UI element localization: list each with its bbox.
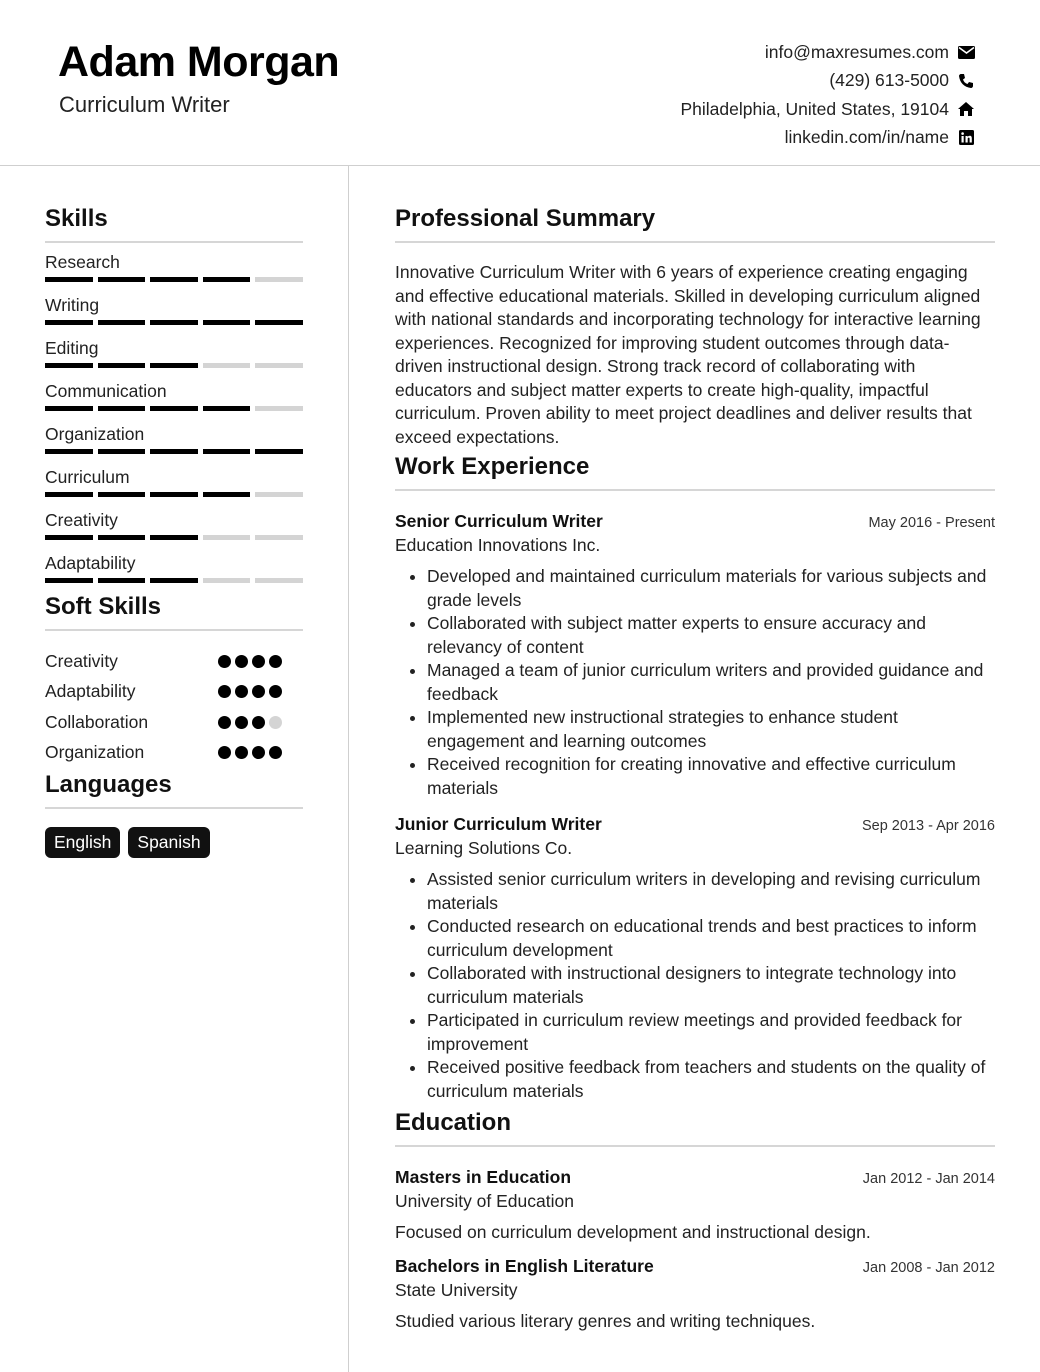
skill-name: Writing bbox=[45, 295, 100, 315]
education-description: Focused on curriculum development and instructional design. bbox=[395, 1222, 871, 1242]
rating-dot bbox=[269, 685, 282, 698]
skill-level-bar bbox=[45, 535, 303, 540]
job-bullet: • Collaborated with subject matter experts to ensure accuracy and relevancy of content bbox=[427, 612, 995, 659]
soft-skill-rating bbox=[218, 655, 282, 668]
skill-level-segment bbox=[255, 363, 303, 368]
contact-location-text: Philadelphia, United States, 19104 bbox=[680, 98, 949, 119]
job-title: Junior Curriculum Writer bbox=[395, 814, 602, 834]
soft-skills-list bbox=[45, 646, 303, 768]
skill-level-segment bbox=[45, 363, 93, 368]
soft-skill-item bbox=[45, 646, 303, 677]
home-icon bbox=[956, 100, 976, 118]
skill-item bbox=[45, 415, 303, 458]
skill-level-segment bbox=[203, 492, 251, 497]
contact-linkedin[interactable] bbox=[680, 124, 976, 153]
skills-heading: Skills bbox=[45, 205, 303, 243]
rating-dot bbox=[269, 746, 282, 759]
job-header bbox=[395, 814, 995, 835]
skill-level-segment bbox=[255, 406, 303, 411]
column-divider bbox=[348, 166, 349, 1372]
rating-dot bbox=[218, 685, 231, 698]
skill-level-segment bbox=[150, 449, 198, 454]
job-bullet: • Collaborated with instructional designers to integrate technology into curriculum materials bbox=[427, 962, 995, 1009]
soft-skill-name: Collaboration bbox=[45, 711, 149, 732]
soft-skill-rating bbox=[218, 685, 282, 698]
skill-level-segment bbox=[255, 578, 303, 583]
skill-level-segment bbox=[203, 277, 251, 282]
contact-location bbox=[680, 95, 976, 124]
education-header bbox=[395, 1167, 995, 1188]
rating-dot bbox=[235, 746, 248, 759]
candidate-title: Curriculum Writer bbox=[59, 92, 230, 117]
rating-dot bbox=[252, 746, 265, 759]
education-degree: Masters in Education bbox=[395, 1167, 572, 1187]
skill-level-segment bbox=[150, 492, 198, 497]
soft-skill-item bbox=[45, 677, 303, 708]
skill-level-segment bbox=[45, 535, 93, 540]
soft-skill-rating bbox=[218, 746, 282, 759]
skill-level-segment bbox=[45, 406, 93, 411]
education-description: Studied various literary genres and writing techniques. bbox=[395, 1311, 816, 1331]
skill-name: Curriculum bbox=[45, 467, 130, 487]
skill-level-bar bbox=[45, 449, 303, 454]
job-header bbox=[395, 511, 995, 532]
skill-name: Organization bbox=[45, 424, 145, 444]
education-header bbox=[395, 1256, 995, 1277]
skill-level-segment bbox=[255, 492, 303, 497]
phone-icon bbox=[956, 72, 976, 90]
rating-dot bbox=[252, 655, 265, 668]
language-badge: Spanish bbox=[128, 827, 209, 858]
contact-list bbox=[680, 38, 976, 152]
education-entry bbox=[395, 1167, 995, 1243]
skill-level-segment bbox=[98, 320, 146, 325]
rating-dot bbox=[269, 655, 282, 668]
skill-level-segment bbox=[203, 535, 251, 540]
candidate-name: Adam Morgan bbox=[58, 38, 340, 86]
contact-linkedin-text: linkedin.com/in/name bbox=[784, 127, 949, 148]
education-heading: Education bbox=[395, 1109, 995, 1147]
skill-level-segment bbox=[98, 277, 146, 282]
job-bullet: • Developed and maintained curriculum materials for various subjects and grade levels bbox=[427, 565, 995, 612]
skill-item bbox=[45, 243, 303, 286]
skills-list bbox=[45, 243, 303, 587]
skill-level-bar bbox=[45, 363, 303, 368]
education-date: Jan 2008 - Jan 2012 bbox=[862, 1260, 995, 1276]
skill-level-segment bbox=[98, 492, 146, 497]
right-column bbox=[395, 205, 995, 1332]
job-bullet: • Conducted research on educational trends and best practices to inform curriculum development bbox=[427, 915, 995, 962]
rating-dot bbox=[235, 655, 248, 668]
rating-dot bbox=[218, 655, 231, 668]
job-bullets bbox=[395, 565, 995, 800]
summary-heading: Professional Summary bbox=[395, 205, 995, 243]
skill-level-segment bbox=[255, 320, 303, 325]
job-bullet: • Implemented new instructional strategies to enhance student engagement and learning outcomes bbox=[427, 706, 995, 753]
contact-phone[interactable] bbox=[680, 67, 976, 96]
skill-name: Adaptability bbox=[45, 553, 136, 573]
contact-email-text: info@maxresumes.com bbox=[764, 41, 949, 62]
job-company: Education Innovations Inc. bbox=[395, 535, 601, 555]
skill-item bbox=[45, 286, 303, 329]
job-bullet: • Managed a team of junior curriculum writers and provided guidance and feedback bbox=[427, 659, 995, 706]
skill-level-segment bbox=[98, 363, 146, 368]
skill-item bbox=[45, 372, 303, 415]
job-bullet: • Assisted senior curriculum writers in developing and revising curriculum materials bbox=[427, 868, 995, 915]
rating-dot bbox=[235, 716, 248, 729]
languages-list bbox=[45, 827, 303, 858]
skill-level-segment bbox=[203, 449, 251, 454]
soft-skill-name: Creativity bbox=[45, 650, 118, 671]
skill-level-segment bbox=[45, 320, 93, 325]
rating-dot bbox=[252, 716, 265, 729]
skill-level-segment bbox=[150, 363, 198, 368]
contact-phone-text: (429) 613-5000 bbox=[829, 70, 949, 91]
skill-item bbox=[45, 458, 303, 501]
skill-level-segment bbox=[150, 578, 198, 583]
job-company: Learning Solutions Co. bbox=[395, 838, 573, 858]
language-badge: English bbox=[45, 827, 120, 858]
soft-skill-name: Organization bbox=[45, 742, 145, 763]
skill-level-segment bbox=[150, 277, 198, 282]
rating-dot bbox=[252, 685, 265, 698]
skill-level-segment bbox=[150, 535, 198, 540]
envelope-icon bbox=[956, 43, 976, 61]
skill-name: Creativity bbox=[45, 510, 118, 530]
skill-level-segment bbox=[150, 320, 198, 325]
skill-level-segment bbox=[45, 449, 93, 454]
contact-email[interactable] bbox=[680, 38, 976, 67]
skill-level-segment bbox=[98, 406, 146, 411]
education-school: University of Education bbox=[395, 1191, 574, 1211]
soft-skill-name: Adaptability bbox=[45, 681, 136, 702]
skill-item bbox=[45, 329, 303, 372]
skill-level-bar bbox=[45, 492, 303, 497]
skill-level-segment bbox=[203, 363, 251, 368]
skill-name: Editing bbox=[45, 338, 99, 358]
skill-level-segment bbox=[255, 277, 303, 282]
left-column bbox=[45, 205, 303, 858]
job-date: May 2016 - Present bbox=[868, 515, 995, 531]
skill-level-segment bbox=[255, 449, 303, 454]
job-bullet: • Received positive feedback from teachers and students on the quality of curriculum materials bbox=[427, 1056, 995, 1103]
experience-heading: Work Experience bbox=[395, 453, 995, 491]
skill-level-bar bbox=[45, 277, 303, 282]
experience-list bbox=[395, 511, 995, 1103]
skill-item bbox=[45, 544, 303, 587]
job-bullet: • Participated in curriculum review meetings and provided feedback for improvement bbox=[427, 1009, 995, 1056]
skill-level-segment bbox=[203, 406, 251, 411]
skill-level-segment bbox=[255, 535, 303, 540]
education-list bbox=[395, 1167, 995, 1332]
rating-dot bbox=[269, 716, 282, 729]
skill-name: Communication bbox=[45, 381, 167, 401]
soft-skill-rating bbox=[218, 716, 282, 729]
job-entry bbox=[395, 511, 995, 800]
skill-level-segment bbox=[45, 578, 93, 583]
skill-level-segment bbox=[98, 535, 146, 540]
skill-level-segment bbox=[98, 449, 146, 454]
languages-heading: Languages bbox=[45, 771, 303, 809]
skill-name: Research bbox=[45, 252, 120, 272]
resume-header bbox=[0, 0, 1040, 166]
job-bullet: • Received recognition for creating innovative and effective curriculum materials bbox=[427, 753, 995, 800]
soft-skills-heading: Soft Skills bbox=[45, 593, 303, 631]
skill-level-segment bbox=[150, 406, 198, 411]
skill-level-bar bbox=[45, 406, 303, 411]
soft-skill-item bbox=[45, 738, 303, 769]
skill-level-segment bbox=[98, 578, 146, 583]
job-bullets bbox=[395, 868, 995, 1103]
rating-dot bbox=[218, 716, 231, 729]
job-date: Sep 2013 - Apr 2016 bbox=[861, 818, 995, 834]
skill-level-segment bbox=[45, 492, 93, 497]
linkedin-icon bbox=[956, 129, 976, 147]
summary-text: Innovative Curriculum Writer with 6 years of experience creating engaging and effective educational materials. Skilled in developing curriculum aligned with national standards and incorporating technology for interactive learning experiences. Recognized for improving student outcomes through data-driven instructional design. Strong track record of collaborating with educators and subject matter experts to create high-quality, impactful curriculum. Proven ability to meet project deadlines and deliver results that exceed expectations. bbox=[395, 262, 981, 447]
skill-level-segment bbox=[45, 277, 93, 282]
soft-skill-item bbox=[45, 707, 303, 738]
rating-dot bbox=[218, 746, 231, 759]
education-entry bbox=[395, 1256, 995, 1332]
skill-level-bar bbox=[45, 578, 303, 583]
skill-level-bar bbox=[45, 320, 303, 325]
skill-level-segment bbox=[203, 320, 251, 325]
job-title: Senior Curriculum Writer bbox=[395, 511, 603, 531]
rating-dot bbox=[235, 685, 248, 698]
education-date: Jan 2012 - Jan 2014 bbox=[862, 1171, 995, 1187]
skill-item bbox=[45, 501, 303, 544]
job-entry bbox=[395, 814, 995, 1103]
education-degree: Bachelors in English Literature bbox=[395, 1256, 654, 1276]
skill-level-segment bbox=[203, 578, 251, 583]
education-school: State University bbox=[395, 1280, 518, 1300]
